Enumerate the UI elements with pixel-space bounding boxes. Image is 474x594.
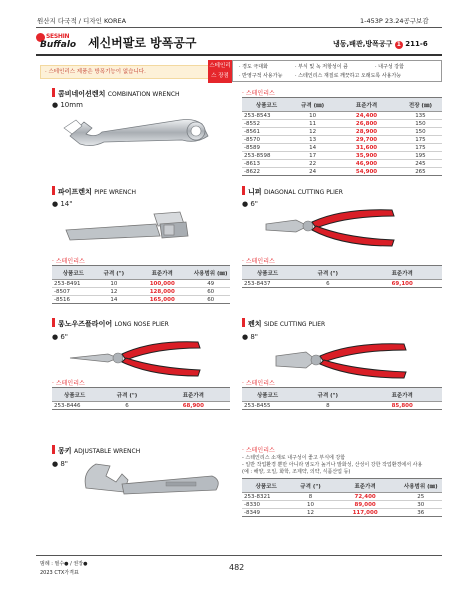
section-marker xyxy=(242,318,245,327)
combination-spec-table xyxy=(242,97,442,176)
note-line: - 일반 작업환경 뿐만 아니라 염도가 높거나 발화성, 산성이 강한 작업환경에서 사용 xyxy=(242,462,423,468)
combination-size: ● 10mm xyxy=(52,101,83,109)
table-row: 253-8437 6 69,100 xyxy=(242,280,442,288)
category-label: 냉동,배관,방폭공구 1 211-6 xyxy=(333,40,428,48)
table-row: 253-8491 10 100,000 49 xyxy=(52,280,230,288)
point-2: · 부식 및 녹 저항성이 큼 xyxy=(295,64,349,70)
adjustable-notes xyxy=(242,455,442,476)
table-row: -8349 12 117,000 36 xyxy=(242,509,442,517)
col-header: 규격 (") xyxy=(95,266,133,280)
side-plier-image xyxy=(272,338,412,384)
col-header: 규격 (") xyxy=(293,266,362,280)
point-5: · 스테인리스 재질로 깨끗하고 오래도록 사용가능 xyxy=(295,73,402,79)
col-header: 상품코드 xyxy=(242,479,290,493)
pipe-wrench-title: 파이프렌치 PIPE WRENCH xyxy=(58,188,137,196)
table-row: -8613 22 46,900 245 xyxy=(242,160,442,168)
section-marker xyxy=(52,186,55,195)
combination-wrench-title: 콤비네이션렌치 COMBINATION WRENCH xyxy=(58,90,180,98)
point-3: · 내구성 강함 xyxy=(375,64,404,70)
col-header: 표준가격 xyxy=(133,266,191,280)
long-nose-plier-image xyxy=(68,336,208,382)
long-nose-size: ● 6" xyxy=(52,333,69,341)
table-row: 253-8446 6 68,900 xyxy=(52,402,230,410)
col-header: 규격 (") xyxy=(97,388,156,402)
brand-bottom: Buffalo xyxy=(40,40,77,50)
col-header: 상품코드 xyxy=(52,388,97,402)
pipe-spec-table xyxy=(52,265,230,304)
origin-text: 원산지 다국적 / 디자인 KOREA xyxy=(37,17,127,25)
col-header: 상품코드 xyxy=(242,266,293,280)
adjustable-wrench-image xyxy=(76,458,226,506)
footer-catalog: 2023 CTX가격표 xyxy=(40,570,79,576)
pipe-size: ● 14" xyxy=(52,200,73,208)
page-code: 1-453P 23.24공구보감 xyxy=(360,17,429,25)
table-row: -8570 13 29,700 175 xyxy=(242,136,442,144)
long-nose-spec-table xyxy=(52,387,230,410)
col-header: 사용범위 (㎜) xyxy=(191,266,230,280)
notice-box: · 스테인리스 제품은 방폭기능이 없습니다. xyxy=(40,65,210,79)
table-row: -8516 14 165,000 60 xyxy=(52,296,230,304)
section-marker xyxy=(242,186,245,195)
note-line: (예 : 해양, 오일, 화학, 조제약, 의약, 식품산업 등) xyxy=(242,469,351,475)
brand-logo xyxy=(36,31,82,53)
diagonal-plier-image xyxy=(262,204,402,252)
col-header: 표준가격 xyxy=(362,266,442,280)
adjustable-spec-table xyxy=(242,478,442,517)
adjustable-wrench-title: 몽키 ADJUSTABLE WRENCH xyxy=(58,447,141,455)
diagonal-plier-title: 니퍼 DIAGONAL CUTTING PLIER xyxy=(248,188,343,196)
stainless-label: 스테인리스 장점 xyxy=(208,60,232,83)
page-number: 482 xyxy=(229,563,245,572)
col-header: 표준가격 xyxy=(157,388,230,402)
long-nose-plier-title: 롱노우즈플라이어 LONG NOSE PLIER xyxy=(58,320,169,328)
diagonal-spec-table xyxy=(242,265,442,288)
col-header: 규격 (") xyxy=(293,388,362,402)
side-plier-spec-table xyxy=(242,387,442,410)
table-row: 253-8543 10 24,400 135 xyxy=(242,112,442,120)
table-row: -8507 12 128,000 60 xyxy=(52,288,230,296)
table-row: 253-8455 8 85,800 xyxy=(242,402,442,410)
table-row: 253-8321 8 72,400 25 xyxy=(242,493,442,501)
footer-rule xyxy=(36,555,442,556)
table-row: -8589 14 31,600 175 xyxy=(242,144,442,152)
section-marker xyxy=(52,318,55,327)
side-plier-title: 펜치 SIDE CUTTING PLIER xyxy=(248,320,326,328)
page-title: 세신버팔로 방폭공구 xyxy=(88,36,197,50)
col-header: 전장 (㎜) xyxy=(399,98,442,112)
table-row: -8330 10 89,000 30 xyxy=(242,501,442,509)
col-header: 상품코드 xyxy=(242,388,293,402)
combination-sublabel: · 스테인리스 xyxy=(242,90,275,97)
section-marker xyxy=(52,88,55,97)
stainless-points-box xyxy=(232,60,442,82)
table-row: -8622 24 54,900 265 xyxy=(242,168,442,176)
category-num-badge: 1 xyxy=(396,41,401,48)
col-header: 상품코드 xyxy=(242,98,291,112)
pipe-wrench-image xyxy=(60,206,200,246)
col-header: 표준가격 xyxy=(331,479,400,493)
long-nose-sublabel: · 스테인리스 xyxy=(52,380,85,387)
diagonal-sublabel: · 스테인리스 xyxy=(242,258,275,265)
point-4: · 반영구적 사용가능 xyxy=(239,73,283,79)
brand-top: SESHIN xyxy=(46,33,70,40)
col-header: 표준가격 xyxy=(334,98,399,112)
table-row: -8561 12 28,900 150 xyxy=(242,128,442,136)
note-line: - 스테인리스 소재로 내구성이 좋고 부식에 강함 xyxy=(242,455,346,461)
point-1: · 경도 극대화 xyxy=(239,64,268,70)
adjustable-sublabel: · 스테인리스 xyxy=(242,447,275,454)
col-header: 사용범위 (㎜) xyxy=(400,479,442,493)
adjustable-size: ● 8" xyxy=(52,460,69,468)
col-header: 표준가격 xyxy=(362,388,442,402)
col-header: 상품코드 xyxy=(52,266,95,280)
pipe-sublabel: · 스테인리스 xyxy=(52,258,85,265)
combination-wrench-image xyxy=(62,114,222,148)
title-rule xyxy=(36,54,442,56)
side-plier-size: ● 8" xyxy=(242,333,259,341)
side-plier-sublabel: · 스테인리스 xyxy=(242,380,275,387)
footer-legend: 범례 : 필수● / 권장● xyxy=(40,561,88,567)
table-row: 253-8598 17 35,900 195 xyxy=(242,152,442,160)
section-marker xyxy=(52,445,55,454)
col-header: 규격 (㎜) xyxy=(291,98,334,112)
table-row: -8552 11 26,800 150 xyxy=(242,120,442,128)
header-rule xyxy=(36,27,442,28)
diagonal-size: ● 6" xyxy=(242,200,259,208)
col-header: 규격 (") xyxy=(290,479,330,493)
